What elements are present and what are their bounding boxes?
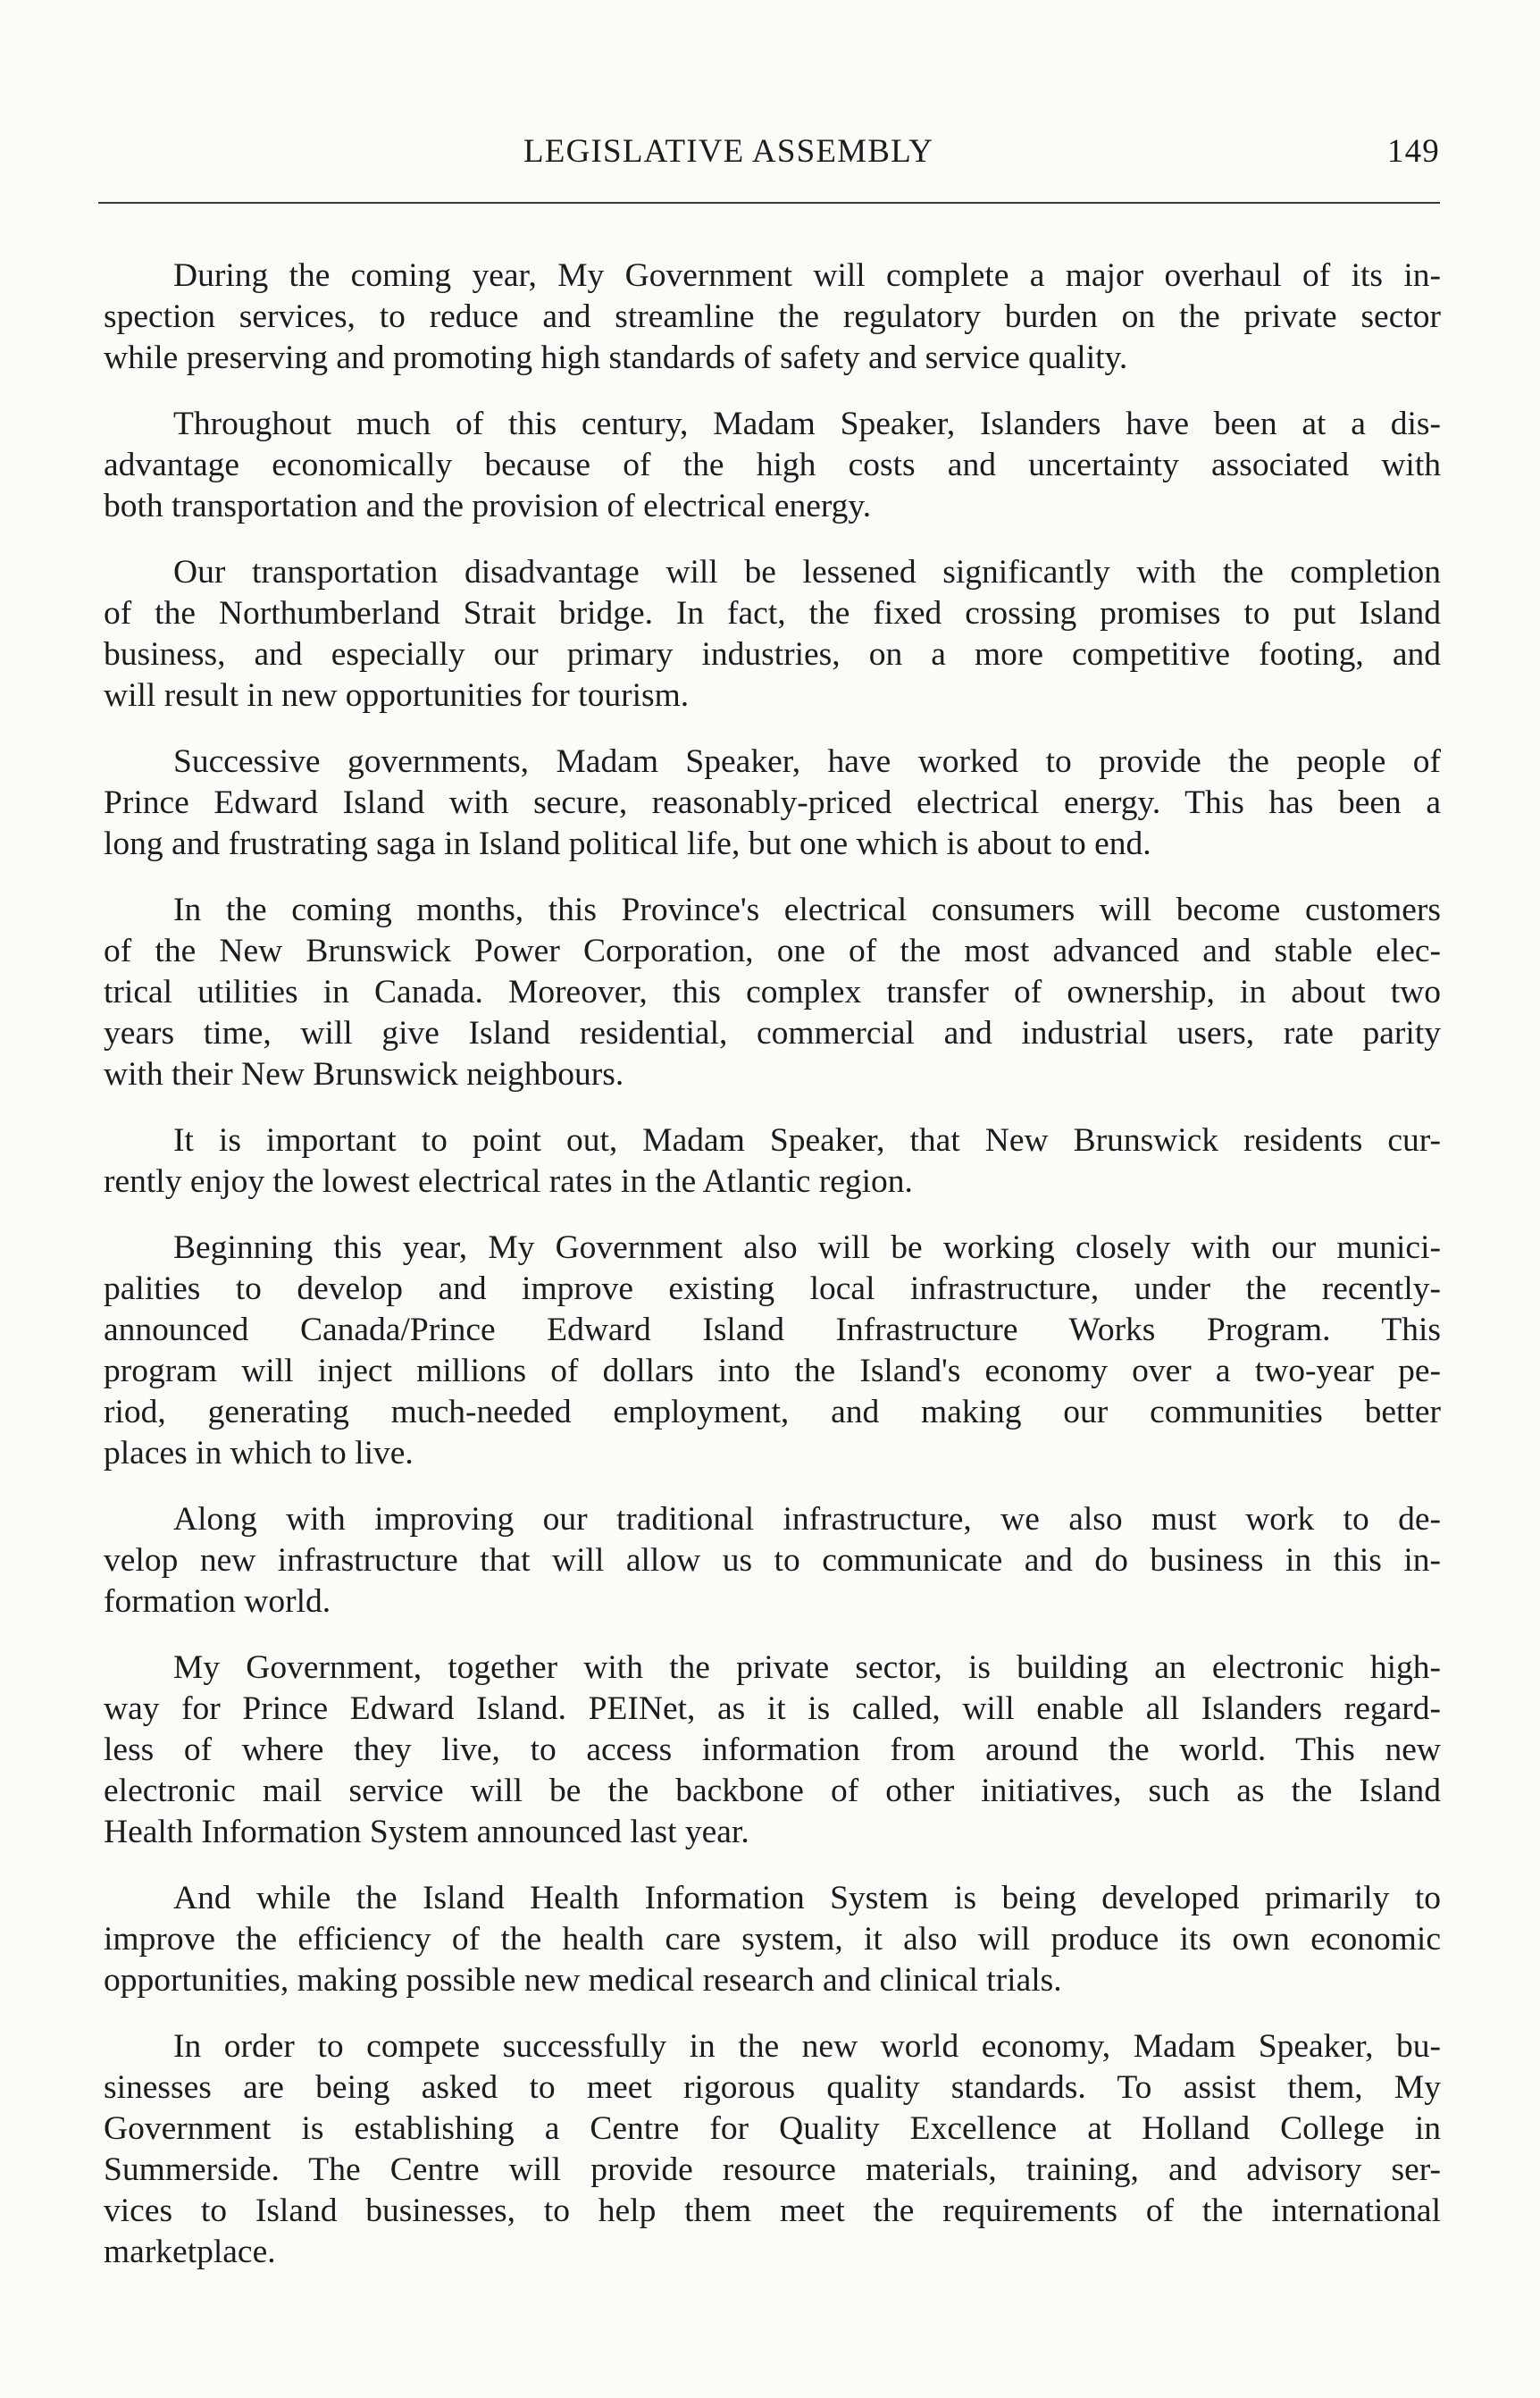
paragraph-line: both transportation and the provision of electrical energy. — [104, 488, 872, 524]
running-head — [98, 132, 1440, 173]
running-head-title: LEGISLATIVE ASSEMBLY — [523, 133, 934, 170]
page-number: 149 — [1386, 133, 1440, 170]
paragraph-line: My Government, together with the private sector, is building an electronic high- — [173, 1649, 1441, 1686]
paragraph — [104, 742, 1441, 865]
paragraph-line: spection services, to reduce and streamline the regulatory burden on the private sector — [104, 298, 1441, 335]
paragraph-line: electronic mail service will be the backbone of other initiatives, such as the Island — [104, 1773, 1441, 1809]
paragraph-line: trical utilities in Canada. Moreover, this complex transfer of ownership, in about two — [104, 974, 1441, 1010]
paragraph-line: marketplace. — [104, 2234, 276, 2270]
paragraph-line: announced Canada/Prince Edward Island Infrastructure Works Program. This — [104, 1312, 1441, 1348]
paragraph-line: Our transportation disadvantage will be lessened significantly with the completion — [173, 554, 1441, 591]
paragraph-line: vices to Island businesses, to help them meet the requirements of the international — [104, 2193, 1441, 2229]
paragraph — [104, 1878, 1441, 2001]
paragraph-line: Health Information System announced last year. — [104, 1814, 749, 1850]
paragraph-line: advantage economically because of the high costs and uncertainty associated with — [104, 447, 1441, 483]
paragraph-line: sinesses are being asked to meet rigorous quality standards. To assist them, My — [104, 2069, 1441, 2106]
paragraph-line: places in which to live. — [104, 1435, 414, 1472]
paragraph — [104, 552, 1441, 717]
paragraph-line: business, and especially our primary industries, on a more competitive footing, and — [104, 636, 1441, 673]
header-rule — [98, 202, 1440, 204]
paragraph — [104, 404, 1441, 527]
paragraph-line: Prince Edward Island with secure, reasonably-priced electrical energy. This has been a — [104, 784, 1441, 821]
paragraph-line: Summerside. The Centre will provide resource materials, training, and advisory ser- — [104, 2151, 1441, 2188]
paragraph-line: program will inject millions of dollars into the Island's economy over a two-year pe- — [104, 1353, 1441, 1389]
paragraph-line: rently enjoy the lowest electrical rates in the Atlantic region. — [104, 1163, 913, 1200]
paragraph — [104, 1648, 1441, 1853]
paragraph-line: of the New Brunswick Power Corporation, one of the most advanced and stable elec- — [104, 933, 1441, 969]
paragraph — [104, 1228, 1441, 1474]
paragraph — [104, 2026, 1441, 2273]
paragraph — [104, 1499, 1441, 1622]
paragraph-line: formation world. — [104, 1583, 331, 1620]
paragraph-line: Government is establishing a Centre for Quality Excellence at Holland College in — [104, 2110, 1441, 2147]
paragraph-line: riod, generating much-needed employment, and making our communities better — [104, 1394, 1441, 1430]
paragraph-line: while preserving and promoting high standards of safety and service quality. — [104, 340, 1128, 376]
paragraph-line: opportunities, making possible new medical research and clinical trials. — [104, 1962, 1062, 1999]
paragraph-line: less of where they live, to access information from around the world. This new — [104, 1731, 1441, 1768]
paragraph-line: Successive governments, Madam Speaker, have worked to provide the people of — [173, 743, 1441, 780]
paragraph-line: improve the efficiency of the health care system, it also will produce its own economic — [104, 1921, 1441, 1958]
paragraph-line: velop new infrastructure that will allow us to communicate and do business in this in- — [104, 1542, 1441, 1579]
paragraph-line: with their New Brunswick neighbours. — [104, 1056, 624, 1093]
paragraph-line: Throughout much of this century, Madam Speaker, Islanders have been at a dis- — [173, 406, 1441, 442]
paragraph-line: During the coming year, My Government will complete a major overhaul of its in- — [173, 257, 1441, 294]
paragraph-line: It is important to point out, Madam Speaker, that New Brunswick residents cur- — [173, 1122, 1441, 1159]
paragraph-line: And while the Island Health Information System is being developed primarily to — [173, 1880, 1441, 1916]
paragraph-line: palities to develop and improve existing local infrastructure, under the recently- — [104, 1270, 1441, 1307]
paragraph-line: In the coming months, this Province's electrical consumers will become customers — [173, 892, 1441, 928]
paragraph — [104, 890, 1441, 1095]
paragraph — [104, 256, 1441, 379]
paragraph-line: Beginning this year, My Government also will be working closely with our munici- — [173, 1229, 1441, 1266]
body-text — [104, 256, 1441, 2298]
paragraph-line: years time, will give Island residential, commercial and industrial users, rate parity — [104, 1015, 1441, 1052]
paragraph-line: way for Prince Edward Island. PEINet, as it is called, will enable all Islanders regard- — [104, 1690, 1441, 1727]
paragraph-line: of the Northumberland Strait bridge. In fact, the fixed crossing promises to put Island — [104, 595, 1441, 632]
paragraph — [104, 1120, 1441, 1203]
paragraph-line: long and frustrating saga in Island political life, but one which is about to end. — [104, 826, 1151, 862]
paragraph-line: will result in new opportunities for tourism. — [104, 677, 690, 714]
paragraph-line: In order to compete successfully in the new world economy, Madam Speaker, bu- — [173, 2028, 1441, 2065]
paragraph-line: Along with improving our traditional infrastructure, we also must work to de- — [173, 1501, 1441, 1538]
